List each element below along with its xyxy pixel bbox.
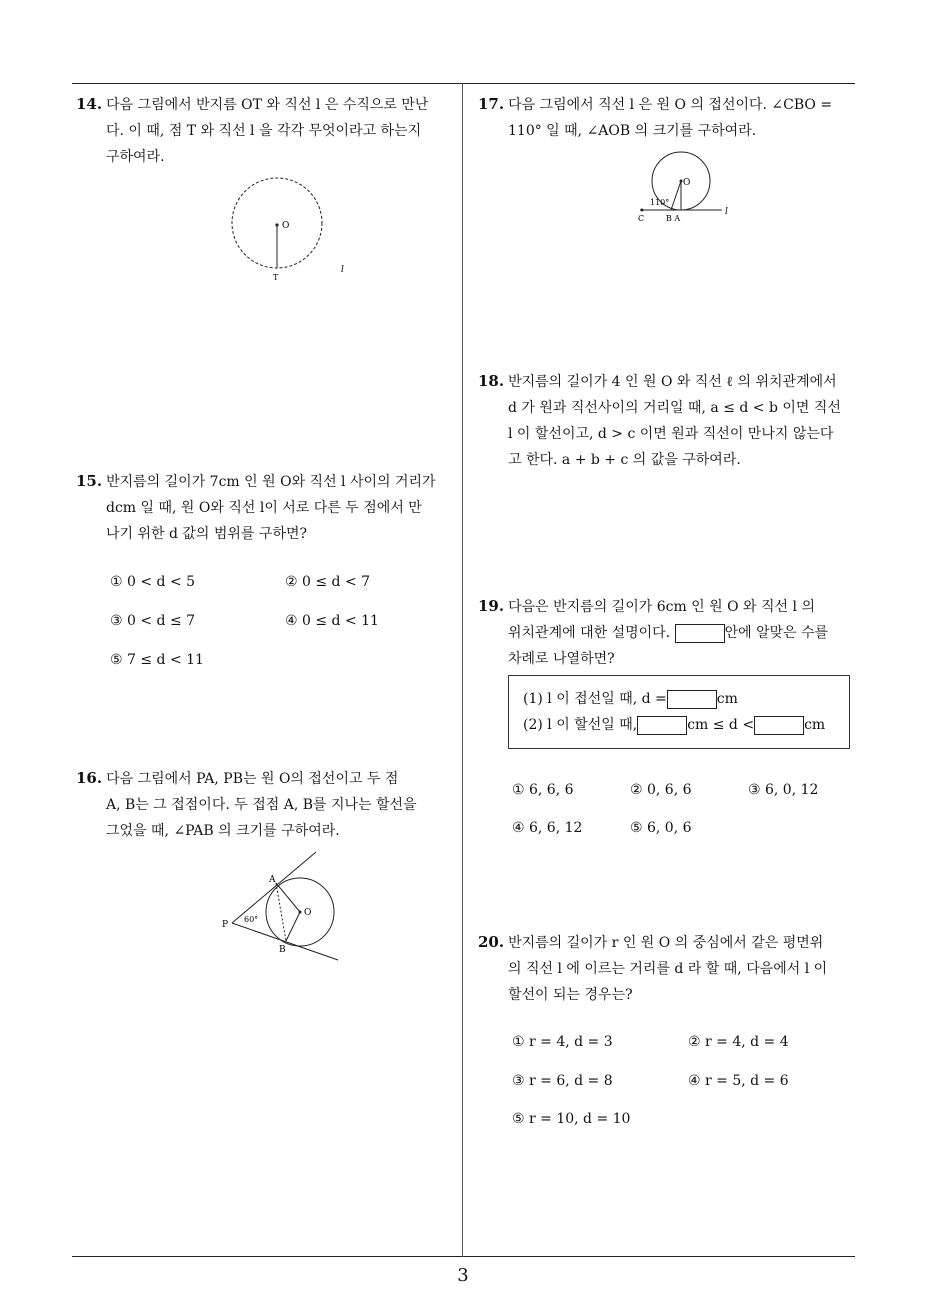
answer-box[interactable] [754,716,804,735]
question-text-line: 반지름의 길이가 r 인 원 O 의 중심에서 같은 평면위 [508,935,824,951]
question-text-line: 다음 그림에서 직선 l 은 원 O 의 접선이다. ∠CBO = [508,97,833,113]
question-text-line: 의 직선 l 에 이르는 거리를 d 라 할 때, 다음에서 l 이 [508,961,828,977]
question-number: 14. [76,95,103,113]
question-16 [76,765,460,844]
question-15 [76,468,460,547]
question-text-line: 다음은 반지름의 길이가 6cm 인 원 O 와 직선 l 의 [508,599,815,615]
question-text-line: d 가 원과 직선사이의 거리일 때, a ≤ d < b 이면 직선 [508,400,841,416]
question-17 [478,91,860,144]
question-text-line: 다. 이 때, 점 T 와 직선 l 을 각각 무엇이라고 하는지 [106,123,422,139]
label-o: O [683,178,691,188]
question-text-line: 나기 위한 d 값의 범위를 구하면? [106,526,308,542]
option-2[interactable]: ② 0, 6, 6 [630,782,692,798]
column-divider [462,83,463,1257]
figure-tangent-angle [630,148,760,228]
option-2[interactable]: ② 0 ≤ d < 7 [285,574,371,590]
question-text-line: 다음 그림에서 반지름 OT 와 직선 l 은 수직으로 만난 [106,97,429,113]
option-1[interactable]: ① 0 < d < 5 [110,574,196,590]
label-l: l [341,265,344,275]
label-ba: B A [666,214,681,223]
label-o: O [282,221,290,231]
option-3[interactable]: ③ r = 6, d = 8 [512,1073,613,1089]
label-c: C [638,214,645,223]
label-a: A [269,875,276,885]
question-text-line: 반지름의 길이가 4 인 원 O 와 직선 ℓ 의 위치관계에서 [508,374,837,390]
option-1[interactable]: ① 6, 6, 6 [512,782,574,798]
question-text-line: A, B는 그 접점이다. 두 접점 A, B를 지나는 할선을 [106,797,417,813]
bottom-rule [72,1256,855,1257]
label-o: O [304,908,312,918]
question-text-line: 반지름의 길이가 7cm 인 원 O와 직선 l 사이의 거리가 [106,474,436,490]
condition-text: cm ≤ d < [687,717,755,733]
question-number: 15. [76,472,103,490]
condition-2 [523,714,825,735]
question-number: 19. [478,597,505,615]
option-4[interactable]: ④ r = 5, d = 6 [688,1073,789,1089]
question-number: 18. [478,372,505,390]
question-text-line: 할선이 되는 경우는? [508,987,633,1003]
answer-box[interactable] [637,716,687,735]
question-14 [76,91,458,170]
label-p: P [222,920,229,930]
label-t: T [273,273,279,282]
option-4[interactable]: ④ 6, 6, 12 [512,820,583,836]
figure-two-tangents [218,850,348,965]
option-1[interactable]: ① r = 4, d = 3 [512,1034,613,1050]
question-text-line: 110° 일 때, ∠AOB 의 크기를 구하여라. [508,123,757,139]
page-number: 3 [457,1265,469,1286]
question-number: 20. [478,933,505,951]
question-number: 17. [478,95,505,113]
condition-text: (2) l 이 할선일 때, [523,717,638,733]
question-19 [478,593,862,672]
answer-box [675,624,725,643]
question-text-line: l 이 할선이고, d > c 이면 원과 직선이 만나지 않는다 [508,426,834,442]
label-angle: 60° [244,915,259,924]
condition-1 [523,688,738,709]
option-5[interactable]: ⑤ 7 ≤ d < 11 [110,652,204,668]
question-text-line: 그었을 때, ∠PAB 의 크기를 구하여라. [106,823,340,839]
question-text-line: 안에 알맞은 수를 [724,625,829,641]
option-3[interactable]: ③ 6, 0, 12 [748,782,819,798]
condition-unit: cm [716,691,738,707]
label-b: B [279,945,286,955]
question-18 [478,368,862,473]
question-text-line: 위치관계에 대한 설명이다. [508,625,671,641]
top-rule [72,83,855,84]
question-20 [478,929,862,1008]
condition-unit: cm [804,717,826,733]
question-text-line: 구하여라. [106,149,165,165]
option-5[interactable]: ⑤ r = 10, d = 10 [512,1111,631,1127]
option-5[interactable]: ⑤ 6, 0, 6 [630,820,692,836]
question-text-line: 고 한다. a + b + c 의 값을 구하여라. [508,452,741,468]
option-2[interactable]: ② r = 4, d = 4 [688,1034,789,1050]
question-text-line: 다음 그림에서 PA, PB는 원 O의 접선이고 두 점 [106,771,399,787]
label-angle: 110° [650,198,670,207]
label-l: l [725,207,728,217]
condition-box [508,675,850,749]
question-number: 16. [76,769,103,787]
option-3[interactable]: ③ 0 < d ≤ 7 [110,613,196,629]
condition-text: (1) l 이 접선일 때, d = [523,691,667,707]
option-4[interactable]: ④ 0 ≤ d < 11 [285,613,379,629]
question-text-line: dcm 일 때, 원 O와 직선 l이 서로 다른 두 점에서 만 [106,500,422,516]
answer-box[interactable] [667,690,717,709]
question-text-line: 차례로 나열하면? [508,651,615,667]
figure-circle-tangent [222,175,362,285]
